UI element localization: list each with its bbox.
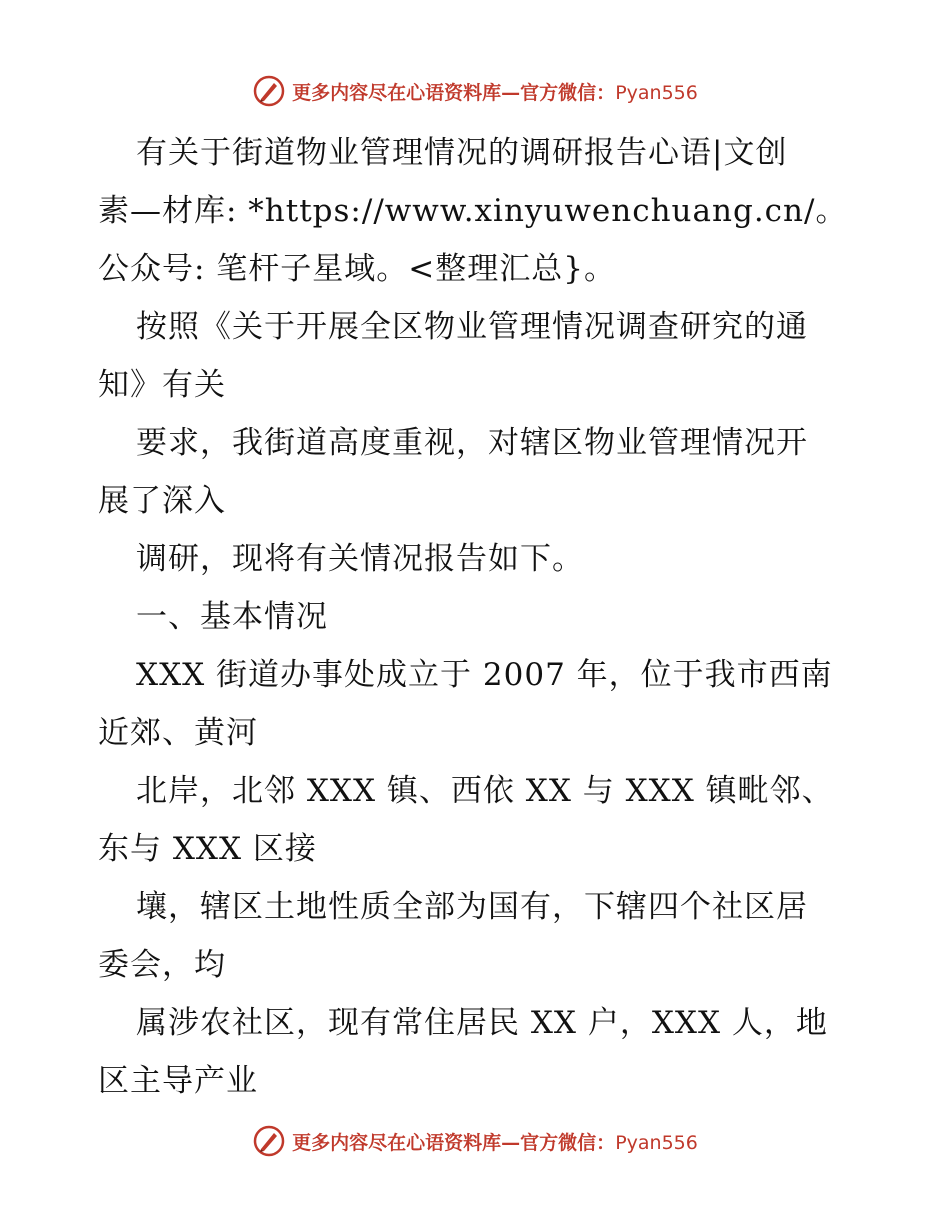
watermark-wechat-label: 官方微信：	[520, 81, 616, 104]
watermark-wechat-id: Pyan556	[615, 81, 698, 104]
document-line: 委会，均	[98, 947, 226, 983]
feather-pen-logo-icon	[252, 1124, 286, 1158]
document-line: XXX 街道办事处成立于 2007 年，位于我市西南	[136, 657, 833, 693]
document-line: 按照《关于开展全区物业管理情况调查研究的通	[136, 309, 808, 345]
watermark-banner-bottom	[0, 1121, 950, 1161]
document-line: 素—材库: *https://www.xinyuwenchuang.cn/。	[98, 193, 848, 229]
document-line: 调研，现将有关情况报告如下。	[136, 541, 584, 577]
watermark-text	[292, 78, 698, 105]
section-heading: 一、基本情况	[136, 599, 328, 635]
document-body	[98, 124, 868, 1110]
document-line: 北岸，北邻 XXX 镇、西依 XX 与 XXX 镇毗邻、	[136, 773, 834, 809]
watermark-slogan: 更多内容尽在心语资料库	[292, 81, 502, 104]
document-line: 区主导产业	[98, 1063, 258, 1099]
watermark-wechat-id: Pyan556	[615, 1131, 698, 1154]
feather-pen-logo-icon	[252, 74, 286, 108]
watermark-separator: —	[501, 1131, 521, 1154]
document-line: 公众号: 笔杆子星域。<整理汇总}。	[98, 251, 616, 287]
document-line: 要求，我街道高度重视，对辖区物业管理情况开	[136, 425, 808, 461]
document-line: 壤，辖区土地性质全部为国有，下辖四个社区居	[136, 889, 808, 925]
document-line: 知》有关	[98, 367, 226, 403]
watermark-banner-top	[0, 71, 950, 111]
watermark-text	[292, 1128, 698, 1155]
document-line: 有关于街道物业管理情况的调研报告心语|文创	[136, 135, 788, 171]
watermark-wechat-label: 官方微信：	[520, 1131, 616, 1154]
document-line: 近郊、黄河	[98, 715, 258, 751]
watermark-separator: —	[501, 81, 521, 104]
watermark-slogan: 更多内容尽在心语资料库	[292, 1131, 502, 1154]
document-line: 东与 XXX 区接	[98, 831, 317, 867]
document-line: 属涉农社区，现有常住居民 XX 户，XXX 人，地	[136, 1005, 828, 1041]
document-line: 展了深入	[98, 483, 226, 519]
